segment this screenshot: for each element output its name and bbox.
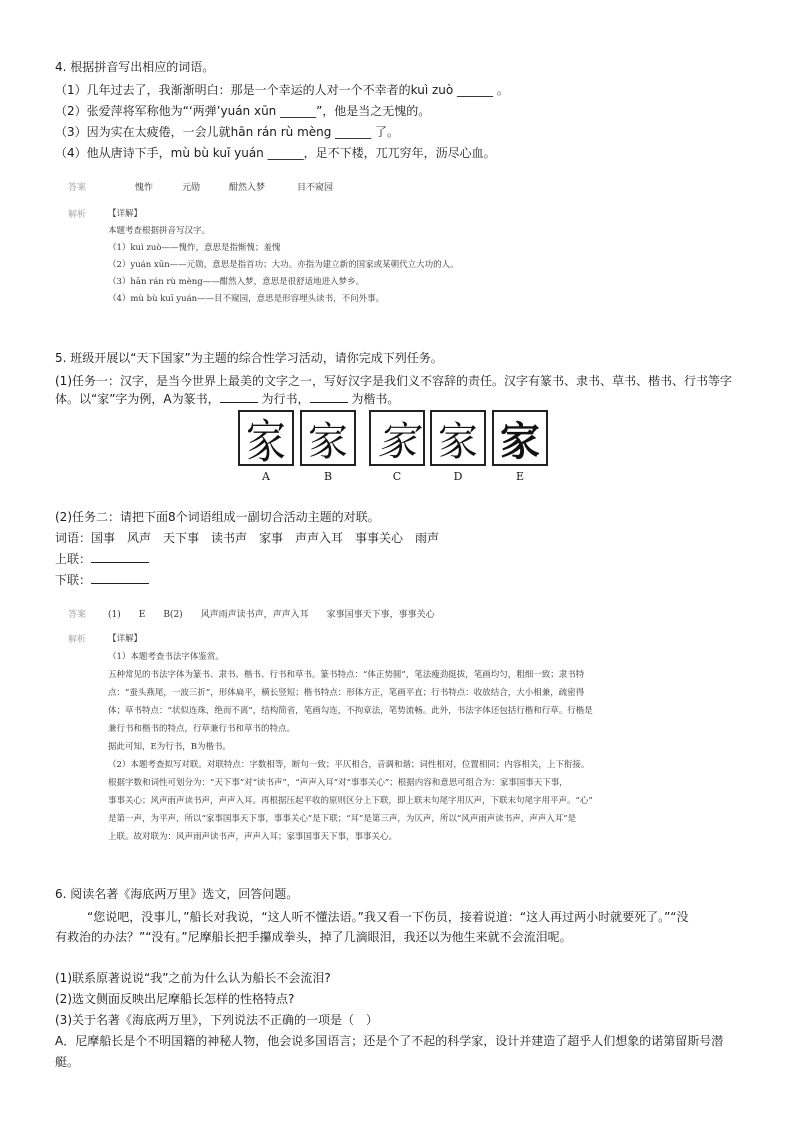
q5-exp-line: （2）本题考查拟写对联。对联特点：字数相等，断句一致；平仄相合，音调和谐；词性相对，位置相同；内容相关，上下衔接。 [108,760,590,770]
q4-item-1: （1）几年过去了，我渐渐明白：那是一个幸运的人对一个不幸者的kuì zuò ______ 。 [55,83,509,97]
q4-answer-1: 愧怍 [135,183,154,193]
char-label-e: E [515,470,525,483]
q4-title: 4. 根据拼音写出相应的词语。 [55,60,215,74]
char-box-d [430,410,486,466]
q5-exp-line: 事事关心；风声雨声读书声，声声入耳。再根据压起平收的原则区分上下联，即上联末句尾字用仄声，下联末句尾字用平声。“心” [108,796,593,806]
q5-task2: (2)任务二：请把下面8个词语组成一副切合活动主题的对联。 [55,510,380,524]
q6-passage-line2: 有救治的办法？”“没有。”尼摩船长把手攥成拳头，掉了几滴眼泪，我还以为他生来就不会流泪呢。 [55,930,572,944]
char-label-a: A [262,470,270,483]
char-box-a [238,410,294,469]
q4-exp-label: 解析 [68,210,87,220]
blank-line [220,392,258,403]
q4-exp-line: （3）hān rán rù mèng——酣然入梦，意思是很舒适地进入梦乡。 [108,277,365,287]
q6-title: 6. 阅读名著《海底两万里》选文，回答问题。 [55,887,299,901]
q6-question-1: (1)联系原著说说“我”之前为什么认为船长不会流泪? [55,971,331,985]
q4-answer-4: 目不窥园 [297,183,334,193]
char-glyph: 家 [246,415,286,469]
q5-exp-line: 体；草书特点：“状似连珠，绝而不离”，结构简省，笔画勾连，不拘章法，笔势流畅。此外，书法字体还包括行楷和行草。行楷是 [108,706,593,716]
char-glyph: 家 [438,418,478,465]
q5-upper-label: 上联： [55,552,92,566]
char-glyph: 家 [308,418,348,465]
q4-item-2: （2）张爱萍将军称他为“‘两弹’yuán xūn ______”，他是当之无愧的。 [55,104,431,118]
q4-item-4: （4）他从唐诗下手，mù bù kuī yuán ______，足不下楼，兀兀穷年，沥尽心血。 [55,146,496,160]
q6-question-2: (2)选文侧面反映出尼摩船长怎样的性格特点? [55,992,295,1006]
char-box-b [300,410,356,466]
char-label-b: B [323,470,333,483]
q5-words: 词语：国事 风声 天下事 读书声 家事 声声入耳 事事关心 雨声 [55,531,440,545]
char-box-e [492,410,548,466]
char-glyph: 家 [500,417,540,465]
q4-answer-3: 酣然入梦 [229,183,266,193]
q4-exp-head: 【详解】 [108,209,143,219]
q5-upper [55,550,149,567]
q5-exp-label: 解析 [68,635,87,645]
char-glyph: 家 [377,418,417,465]
q5-task1-line1: (1)任务一：汉字，是当今世界上最美的文字之一，写好汉字是我们义不容辞的责任。汉字有篆书、隶书、草书、楷书、行书等字 [55,374,733,388]
q4-answer-label: 答案 [68,183,87,193]
char-box-c [369,410,425,466]
q5-task1-text-c: 为楷书。 [351,392,400,406]
q4-exp-line: （2）yuán xūn——元勋，意思是指首功；大功。亦指为建立新的国家或某朝代立大功的人。 [108,260,459,270]
q5-title: 5. 班级开展以“天下国家”为主题的综合性学习活动，请你完成下列任务。 [55,351,443,365]
q5-exp-line: （1）本题考查书法字体鉴赏。 [108,652,224,662]
q5-exp-line: 据此可知，E为行书，B为楷书。 [108,742,231,752]
blank-line [91,552,149,563]
q4-exp-line: （4）mù bù kuī yuán——目不窥园，意思是形容埋头读书，不问外事。 [108,294,385,304]
char-label-c: C [392,470,402,483]
q5-exp-line: 是第一声，为平声，所以“家事国事天下事，事事关心”是下联；“耳”是第三声，为仄声，所以“风声雨声读书声，声声入耳”是 [108,814,577,824]
q5-exp-line: 点：“蚕头燕尾，一波三折”，形体扁平，横长竖短；楷书特点：形体方正，笔画平直；行书特点：收放结合，大小相兼，疏密得 [108,688,585,698]
q5-task1-text-a: 体。以“家”字为例，A为篆书， [55,392,220,406]
q5-answer-label: 答案 [68,610,87,620]
q6-passage-line1: “您说吧，没事儿，”船长对我说，“这人听不懂法语。”我又看一下伤员，接着说道：“这人再过两小时就要死了。”“没 [87,910,689,924]
q5-answer: (1) E B(2) 风声雨声读书声，声声入耳 家事国事天下事，事事关心 [108,610,435,620]
q5-exp-line: 五种常见的书法字体为篆书、隶书、楷书、行书和草书。篆书特点：“体正势圆”，笔法瘦劲挺拔，笔画均匀，粗细一致；隶书特 [108,670,585,680]
char-label-d: D [453,470,463,483]
q4-item-3: （3）因为实在太疲倦，一会儿就hān rán rù mèng ______ 了。 [55,125,399,139]
q5-exp-line: 上联。故对联为：风声雨声读书声，声声入耳；家事国事天下事，事事关心。 [108,832,398,842]
q4-exp-line: 本题考查根据拼音写汉字。 [108,226,211,236]
q5-exp-line: 兼行书和楷书的特点，行草兼行书和草书的特点。 [108,724,296,734]
q5-lower-label: 下联： [55,573,92,587]
q5-task1-text-b: 为行书， [261,392,310,406]
blank-line [91,573,149,584]
q4-answer-2: 元勋 [182,183,201,193]
q5-exp-line: 根据字数和词性可划分为：“天下事”对“读书声”，“声声入耳”对“事事关心”；根据内容和意思可组合为：家事国事天下事， [108,778,568,788]
q6-option-a-line1: A．尼摩船长是个不明国籍的神秘人物，他会说多国语言；还是个了不起的科学家，设计并建造了超乎人们想象的诺第留斯号潜 [55,1034,724,1048]
q6-question-3: (3)关于名著《海底两万里》，下列说法不正确的一项是（ ） [55,1013,379,1027]
q4-exp-line: （1）kuì zuò——愧怍，意思是指惭愧；羞愧 [108,243,281,253]
q5-lower [55,571,149,588]
q5-task1-line2 [55,390,399,407]
q5-exp-head: 【详解】 [108,634,143,644]
blank-line [310,392,348,403]
q6-option-a-line2: 艇。 [55,1055,80,1069]
